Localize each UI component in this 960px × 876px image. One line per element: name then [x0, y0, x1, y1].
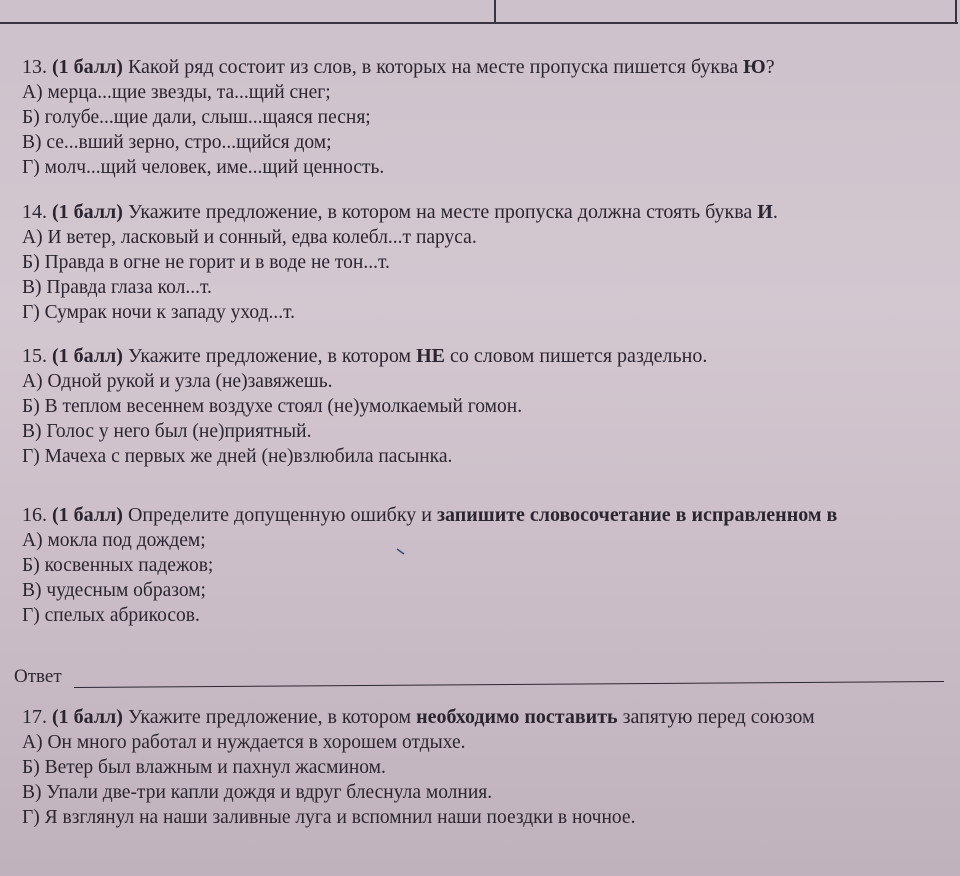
table-right-border: [955, 0, 957, 22]
top-table-remnant: [0, 0, 958, 24]
question-text-tail: со словом пишется раздельно.: [450, 345, 708, 367]
answer-label: Ответ: [14, 666, 62, 687]
question-number: 13.: [22, 56, 47, 78]
question-points: (1 балл): [52, 201, 123, 223]
question-text: Укажите предложение, в котором на месте пропуска должна стоять буква: [127, 201, 753, 223]
question-14-prompt: [22, 200, 960, 225]
question-15-prompt: [22, 344, 960, 369]
question-text: Укажите предложение, в котором: [127, 345, 412, 367]
question-letter: Ю: [743, 56, 766, 78]
option-b: Б) Ветер был влажным и пахнул жасмином.: [22, 757, 386, 778]
option-v: В) се...вший зерно, стро...щийся дом;: [22, 132, 332, 153]
question-13: [22, 55, 960, 180]
option-g: Г) Мачеха с первых же дней (не)взлюбила пасынка.: [22, 446, 453, 467]
question-points: (1 балл): [52, 345, 123, 367]
option-g: Г) Сумрак ночи к западу уход...т.: [22, 302, 296, 323]
question-17-prompt: [22, 705, 960, 730]
option-a: А) Он много работал и нуждается в хорошем отдыхе.: [22, 732, 466, 753]
question-end: .: [772, 201, 778, 223]
question-number: 15.: [22, 345, 47, 367]
question-15: [22, 344, 960, 469]
question-17: [22, 705, 960, 830]
question-points: (1 балл): [52, 56, 123, 78]
question-text: Укажите предложение, в котором: [127, 706, 412, 728]
option-b: Б) Правда в огне не горит и в воде не тон...т.: [22, 252, 390, 273]
pen-mark: [396, 548, 406, 556]
option-a: А) Одной рукой и узла (не)завяжешь.: [22, 371, 333, 392]
option-v: В) Правда глаза кол...т.: [22, 277, 212, 298]
answer-row: [14, 664, 944, 690]
question-points: (1 балл): [52, 504, 123, 526]
option-a: А) мерца...щие звезды, та...щий снег;: [22, 82, 331, 103]
question-keyword: НЕ: [416, 345, 445, 367]
table-column-divider: [494, 0, 496, 22]
question-number: 16.: [22, 504, 47, 526]
option-g: Г) Я взглянул на наши заливные луга и вспомнил наши поездки в ночное.: [22, 807, 636, 828]
question-text: Определите допущенную ошибку и: [127, 504, 432, 526]
question-number: 14.: [22, 201, 47, 223]
option-a: А) И ветер, ласковый и сонный, едва колебл...т паруса.: [22, 227, 477, 248]
option-g: Г) молч...щий человек, име...щий ценность.: [22, 157, 385, 178]
option-b: Б) В теплом весеннем воздухе стоял (не)умолкаемый гомон.: [22, 396, 523, 417]
question-14: [22, 200, 960, 325]
question-bold-tail: запишите словосочетание в исправленном в: [436, 504, 838, 526]
option-b: Б) голубе...щие дали, слыш...щаяся песня;: [22, 107, 371, 128]
question-end: ?: [765, 56, 775, 78]
option-b: Б) косвенных падежов;: [22, 555, 214, 576]
option-g: Г) спелых абрикосов.: [22, 605, 200, 626]
question-number: 17.: [22, 706, 47, 728]
question-letter: И: [757, 201, 773, 223]
answer-line[interactable]: [74, 681, 944, 688]
option-v: В) чудесным образом;: [22, 580, 206, 601]
option-v: В) Голос у него был (не)приятный.: [22, 421, 312, 442]
question-13-prompt: [22, 55, 960, 80]
question-16-prompt: [22, 503, 960, 528]
question-points: (1 балл): [52, 706, 123, 728]
option-a: А) мокла под дождем;: [22, 530, 206, 551]
question-text: Какой ряд состоит из слов, в которых на месте пропуска пишется буква: [127, 56, 739, 78]
question-text-tail: запятую перед союзом: [622, 706, 815, 728]
question-16: [22, 503, 960, 628]
option-v: В) Упали две-три капли дождя и вдруг блеснула молния.: [22, 782, 493, 803]
question-bold-mid: необходимо поставить: [416, 706, 618, 728]
